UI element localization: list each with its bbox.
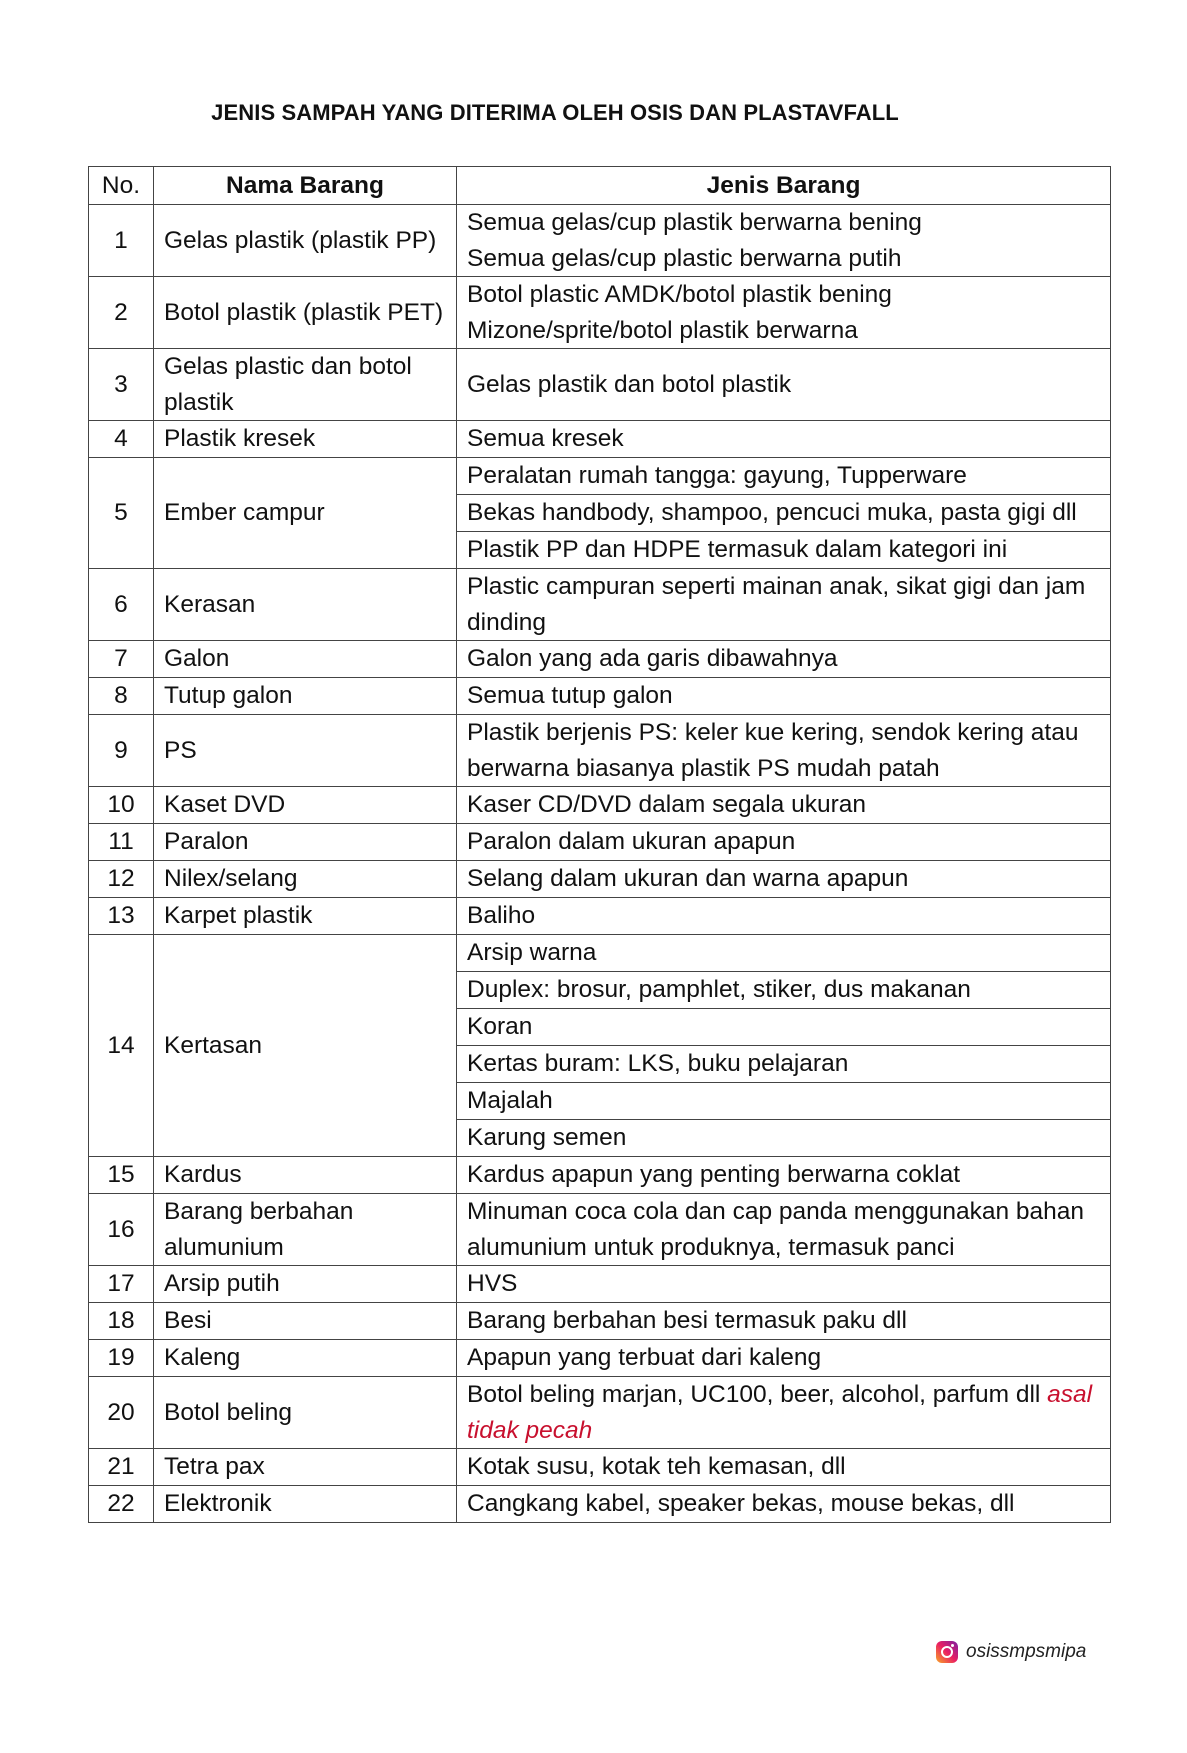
item-type-line: Galon yang ada garis dibawahnya <box>467 645 838 673</box>
table-row <box>89 205 1111 277</box>
item-name: Gelas plastik (plastik PP) <box>154 205 457 277</box>
table-row <box>89 349 1111 421</box>
row-number: 7 <box>89 641 154 678</box>
table-row <box>89 1194 1111 1266</box>
instagram-handle: osissmpsmipa <box>966 1641 1087 1662</box>
warning-note: asal tidak pecah <box>467 1381 1093 1444</box>
item-name: Galon <box>154 641 457 678</box>
table-row <box>89 1266 1111 1303</box>
column-header-no: No. <box>89 167 154 205</box>
row-number: 12 <box>89 861 154 898</box>
item-type <box>457 1340 1111 1377</box>
row-number: 10 <box>89 787 154 824</box>
row-number: 3 <box>89 349 154 421</box>
column-header-jenis-barang: Jenis Barang <box>457 167 1111 205</box>
waste-type-table <box>88 166 1111 1523</box>
item-type <box>457 1449 1111 1486</box>
item-type: Koran <box>457 1009 1111 1046</box>
item-name: PS <box>154 715 457 787</box>
item-name: Karpet plastik <box>154 898 457 935</box>
item-name: Kardus <box>154 1157 457 1194</box>
row-number: 8 <box>89 678 154 715</box>
item-name: Ember campur <box>154 458 457 569</box>
item-type: Arsip warna <box>457 935 1111 972</box>
row-number: 18 <box>89 1303 154 1340</box>
item-type-line: Selang dalam ukuran dan warna apapun <box>467 865 909 893</box>
item-type <box>457 678 1111 715</box>
row-number: 19 <box>89 1340 154 1377</box>
item-type <box>457 349 1111 421</box>
item-name: Nilex/selang <box>154 861 457 898</box>
row-number: 4 <box>89 421 154 458</box>
table-row <box>89 678 1111 715</box>
item-type <box>457 1157 1111 1194</box>
row-number: 6 <box>89 569 154 641</box>
table-row <box>89 715 1111 787</box>
row-number: 11 <box>89 824 154 861</box>
instagram-icon <box>936 1641 958 1663</box>
item-name: Kaleng <box>154 1340 457 1377</box>
column-header-nama-barang: Nama Barang <box>154 167 457 205</box>
item-type-line: Mizone/sprite/botol plastik berwarna <box>467 316 858 344</box>
table-row <box>89 458 1111 495</box>
item-name: Botol beling <box>154 1377 457 1449</box>
item-name: Kertasan <box>154 935 457 1157</box>
row-number: 17 <box>89 1266 154 1303</box>
item-type-line: Kotak susu, kotak teh kemasan, dll <box>467 1453 846 1481</box>
table-row <box>89 569 1111 641</box>
item-type-line: HVS <box>467 1270 518 1298</box>
item-type-line: Plastic campuran seperti mainan anak, sikat gigi dan jam dinding <box>467 573 1086 636</box>
item-type: Plastik PP dan HDPE termasuk dalam kategori ini <box>457 532 1111 569</box>
item-type <box>457 1303 1111 1340</box>
item-type-line: Semua gelas/cup plastik berwarna bening <box>467 209 922 236</box>
table-row <box>89 641 1111 678</box>
item-type <box>457 787 1111 824</box>
item-name: Paralon <box>154 824 457 861</box>
item-type: Peralatan rumah tangga: gayung, Tupperware <box>457 458 1111 495</box>
item-type-line: Paralon dalam ukuran apapun <box>467 828 796 856</box>
item-name: Botol plastik (plastik PET) <box>154 277 457 349</box>
item-name: Arsip putih <box>154 1266 457 1303</box>
item-name: Tetra pax <box>154 1449 457 1486</box>
row-number: 21 <box>89 1449 154 1486</box>
table-row <box>89 1157 1111 1194</box>
table-row <box>89 1486 1111 1523</box>
table-row <box>89 277 1111 349</box>
table-row <box>89 1303 1111 1340</box>
table-row <box>89 824 1111 861</box>
table-row <box>89 935 1111 972</box>
item-name: Besi <box>154 1303 457 1340</box>
row-number: 9 <box>89 715 154 787</box>
item-type-line: Semua kresek <box>467 425 624 453</box>
item-type <box>457 898 1111 935</box>
item-type <box>457 1486 1111 1523</box>
item-type-line: Apapun yang terbuat dari kaleng <box>467 1344 822 1372</box>
item-type-line: Kaser CD/DVD dalam segala ukuran <box>467 791 866 819</box>
item-type-line: Minuman coca cola dan cap panda menggunakan bahan alumunium untuk produknya, termasuk panci <box>467 1198 1085 1261</box>
document-title: JENIS SAMPAH YANG DITERIMA OLEH OSIS DAN PLASTAVFALL <box>211 100 899 125</box>
item-type-line: Semua gelas/cup plastic berwarna putih <box>467 244 902 272</box>
item-type <box>457 715 1111 787</box>
table-body <box>89 205 1111 1523</box>
item-name: Gelas plastic dan botol plastik <box>154 349 457 421</box>
item-name: Barang berbahan alumunium <box>154 1194 457 1266</box>
item-type-line: Baliho <box>467 902 536 930</box>
row-number: 22 <box>89 1486 154 1523</box>
item-name: Plastik kresek <box>154 421 457 458</box>
item-type-line: Kardus apapun yang penting berwarna coklat <box>467 1161 961 1189</box>
row-number: 2 <box>89 277 154 349</box>
item-type-line: Barang berbahan besi termasuk paku dll <box>467 1307 907 1335</box>
item-type-line: Botol plastic AMDK/botol plastik bening <box>467 281 892 308</box>
item-type <box>457 569 1111 641</box>
row-number: 13 <box>89 898 154 935</box>
item-type-line: Plastik berjenis PS: keler kue kering, sendok kering atau berwarna biasanya plastik PS mudah patah <box>467 719 1079 782</box>
table-row <box>89 1377 1111 1449</box>
item-name: Elektronik <box>154 1486 457 1523</box>
item-name: Kaset DVD <box>154 787 457 824</box>
instagram-footer <box>936 1641 1086 1663</box>
item-type <box>457 641 1111 678</box>
item-type-line: Cangkang kabel, speaker bekas, mouse bekas, dll <box>467 1490 1015 1518</box>
item-type <box>457 277 1111 349</box>
table-row <box>89 861 1111 898</box>
item-type <box>457 205 1111 277</box>
table-row <box>89 898 1111 935</box>
table-row <box>89 1449 1111 1486</box>
item-type <box>457 1377 1111 1449</box>
item-type <box>457 824 1111 861</box>
row-number: 15 <box>89 1157 154 1194</box>
item-name: Tutup galon <box>154 678 457 715</box>
item-type <box>457 1266 1111 1303</box>
item-type: Bekas handbody, shampoo, pencuci muka, pasta gigi dll <box>457 495 1111 532</box>
item-name: Kerasan <box>154 569 457 641</box>
item-type <box>457 861 1111 898</box>
item-type-line: Semua tutup galon <box>467 682 673 710</box>
row-number: 5 <box>89 458 154 569</box>
row-number: 20 <box>89 1377 154 1449</box>
row-number: 16 <box>89 1194 154 1266</box>
item-type-line: Gelas plastik dan botol plastik <box>467 370 792 398</box>
item-type: Kertas buram: LKS, buku pelajaran <box>457 1046 1111 1083</box>
table-row <box>89 787 1111 824</box>
item-type <box>457 1194 1111 1266</box>
item-type: Karung semen <box>457 1120 1111 1157</box>
table-header-row <box>89 167 1111 205</box>
item-type: Majalah <box>457 1083 1111 1120</box>
table-row <box>89 421 1111 458</box>
row-number: 1 <box>89 205 154 277</box>
table-row <box>89 1340 1111 1377</box>
item-type: Duplex: brosur, pamphlet, stiker, dus makanan <box>457 972 1111 1009</box>
item-type <box>457 421 1111 458</box>
item-type-line: Botol beling marjan, UC100, beer, alcohol, parfum dll <box>467 1381 1048 1408</box>
row-number: 14 <box>89 935 154 1157</box>
